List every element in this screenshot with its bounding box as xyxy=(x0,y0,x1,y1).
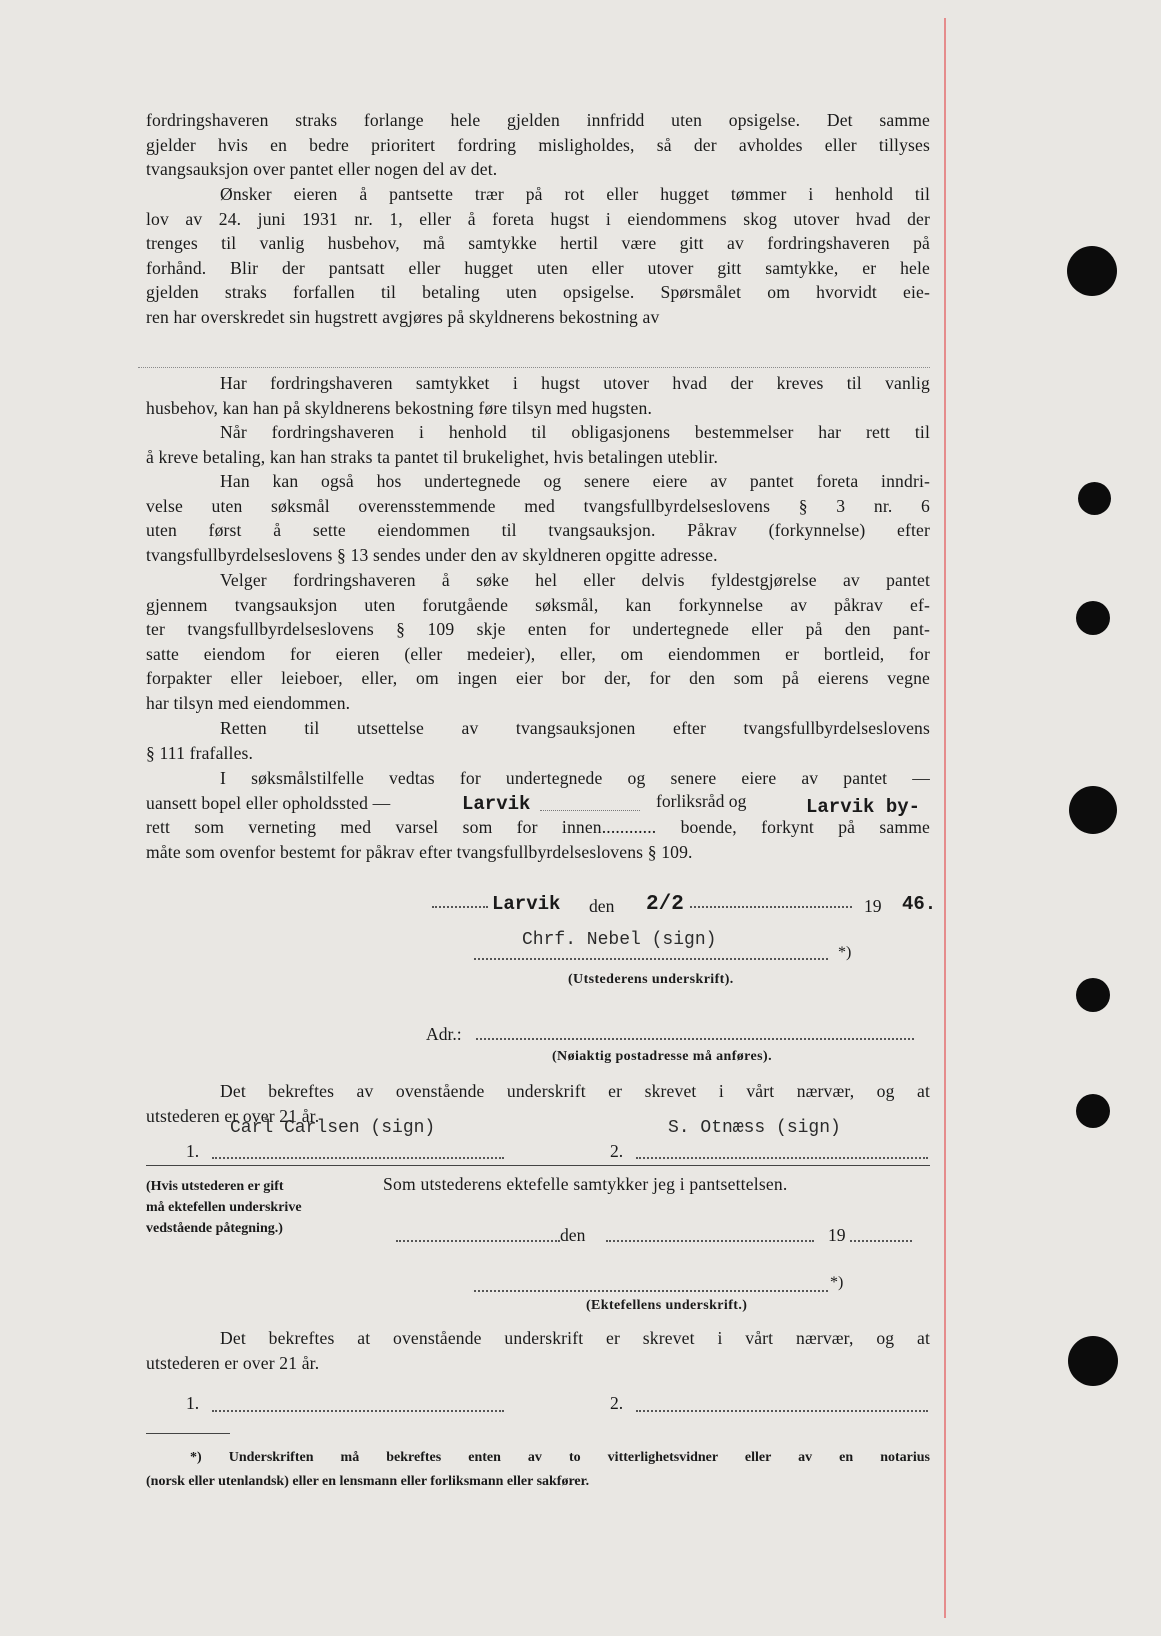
signer-asterisk: *) xyxy=(838,944,852,961)
adr-dots xyxy=(476,1038,914,1040)
fill-dots xyxy=(540,810,640,811)
typed-place: Larvik xyxy=(492,893,561,915)
spouse-asterisk: *) xyxy=(830,1274,844,1291)
spouse-dots-3 xyxy=(850,1240,912,1242)
witness-2-block-dots-1 xyxy=(212,1410,504,1412)
section-rule xyxy=(146,1165,930,1166)
paragraph-inndrivelse: Han kan også hos undertegnede og senere eiere av pantet foreta inndri- velse uten søksmål overensstemmende med tvangsfullbyrdelseslovens § 3 nr. 6 uten først å sette eiendommen til tvangsauksjon. Påkrav (forkynnelse) efter tvangsfullbyrdelseslovens § 13 sendes under den av skyldneren opgitte adresse. xyxy=(146,471,930,565)
paragraph-opsigelse: fordringshaveren straks forlange hele gjelden innfridd uten opsigelse. Det samme gjelder hvis en bedre prioritert fordring misligholdes, så der avholdes eller tillyses tvangsauksjon over pantet eller nogen del av det. xyxy=(146,110,930,180)
typed-year: 46. xyxy=(902,893,937,915)
witness-2-block-dots-2 xyxy=(636,1410,928,1412)
spouse-dots-1 xyxy=(396,1240,560,1242)
spouse-den-label: den xyxy=(560,1225,586,1245)
paragraph-utsettelse: Retten til utsettelse av tvangsauksjonen efter tvangsfullbyrdelseslovens § 111 frafalles. xyxy=(146,718,930,763)
adr-label: Adr.: xyxy=(426,1024,462,1044)
paragraph-tilsyn: Har fordringshaveren samtykket i hugst utover hvad der kreves til vanlig husbehov, kan han på skyldnerens bekostning føre tilsyn med hugsten. xyxy=(146,373,930,418)
witness-2-dots xyxy=(636,1157,928,1159)
adr-caption: (Nøiaktig postadresse må anføres). xyxy=(552,1049,772,1064)
witness-2-number: 2. xyxy=(610,1141,624,1161)
typed-signer: Chrf. Nebel (sign) xyxy=(522,930,717,950)
typed-date: 2/2 xyxy=(646,893,684,916)
paragraph-skog: Ønsker eieren å pantsette trær på rot eller hugget tømmer i henhold til lov av 24. juni 1931 nr. 1, eller å foreta hugst i eiendommens skog utover hvad der trenges til vanlig husbehov, må samtykke hertil være gitt av fordringshaveren på forhånd. Blir der pantsatt eller hugget uten eller utover gitt samtykke, er hele gjelden straks forfallen til betaling uten opsigelse. Spørsmålet om hvorvidt eie- ren har overskredet sin hugstrett avgjøres på skyldnerens bekostning av xyxy=(146,184,930,327)
date-dots-2 xyxy=(690,906,852,908)
verneting-forliksrad-label: forliksråd og xyxy=(656,791,747,811)
punch-hole xyxy=(1076,1094,1110,1128)
year-prefix: 19 xyxy=(864,896,882,916)
paragraph-betaling: Når fordringshaveren i henhold til obligasjonens bestemmelser har rett til å kreve betaling, kan han straks ta pantet til brukelighet, hvis betalingen uteblir. xyxy=(146,422,930,467)
signer-dots xyxy=(474,958,828,960)
red-margin-line xyxy=(944,18,946,1618)
witness-1-number: 1. xyxy=(186,1141,200,1161)
typed-byrett: Larvik by- xyxy=(806,796,921,818)
typed-witness-2: S. Otnæss (sign) xyxy=(668,1118,841,1138)
spouse-note: (Hvis utstederen er gift må ektefellen underskrive vedstående påtegning.) xyxy=(146,1179,302,1236)
punch-hole xyxy=(1076,601,1110,635)
paragraph-auksjon: Velger fordringshaveren å søke hel eller delvis fyldestgjørelse av pantet gjennem tvangsauksjon uten forutgående søksmål, kan forkynnelse av påkrav ef- ter tvangsfullbyrdelseslovens § 109 skje enten for undertegnede eller på den pant- satte eiendom for eieren (eller medeier), eller, om eiendommen er bortleid, for forpakter eller leieboer, eller, om ingen eier bor der, for den som på eierens vegne har tilsyn med eiendommen. xyxy=(146,570,930,713)
punch-hole xyxy=(1076,978,1110,1012)
punch-hole xyxy=(1068,1336,1118,1386)
date-dots-1 xyxy=(432,906,488,908)
punch-hole xyxy=(1078,482,1111,515)
typed-witness-1: Carl Carlsen (sign) xyxy=(230,1118,436,1138)
spouse-dots-2 xyxy=(606,1240,814,1242)
utsteder-caption: (Utstederens underskrift). xyxy=(568,972,734,987)
punch-hole xyxy=(1069,786,1117,834)
witness-2-block-number-1: 1. xyxy=(186,1393,200,1413)
footnote: *) Underskriften må bekreftes enten av to vitterlighetsvidner eller av en notarius (norsk eller utenlandsk) eller en lensmann eller forliksmann eller sakfører. xyxy=(146,1450,930,1489)
witness-statement-1: Det bekreftes av ovenstående underskrift er skrevet i vårt nærvær, og at utstederen er over 21 år. xyxy=(146,1081,930,1126)
punch-hole xyxy=(1067,246,1117,296)
spouse-year-prefix: 19 xyxy=(828,1225,846,1245)
divider xyxy=(138,367,930,368)
spouse-consent-text: Som utstederens ektefelle samtykker jeg i pantsettelsen. xyxy=(383,1174,788,1194)
spouse-signature-dots xyxy=(474,1290,828,1292)
footnote-rule xyxy=(146,1433,230,1434)
typed-forliksrad: Larvik xyxy=(462,793,531,815)
witness-1-dots xyxy=(212,1157,504,1159)
witness-statement-2: Det bekreftes at ovenstående underskrift er skrevet i vårt nærvær, og at utstederen er over 21 år. xyxy=(146,1328,930,1373)
den-label: den xyxy=(589,896,615,916)
spouse-caption: (Ektefellens underskrift.) xyxy=(586,1298,748,1313)
paragraph-verneting: I søksmålstilfelle vedtas for undertegnede og senere eiere av pantet — uansett bopel eller opholdssted — rett som verneting med varsel som for innen............ boende, forkynt på samme måte som ovenfor bestemt for påkrav efter tvangsfullbyrdelseslovens § 109. xyxy=(146,768,930,862)
witness-2-block-number-2: 2. xyxy=(610,1393,624,1413)
